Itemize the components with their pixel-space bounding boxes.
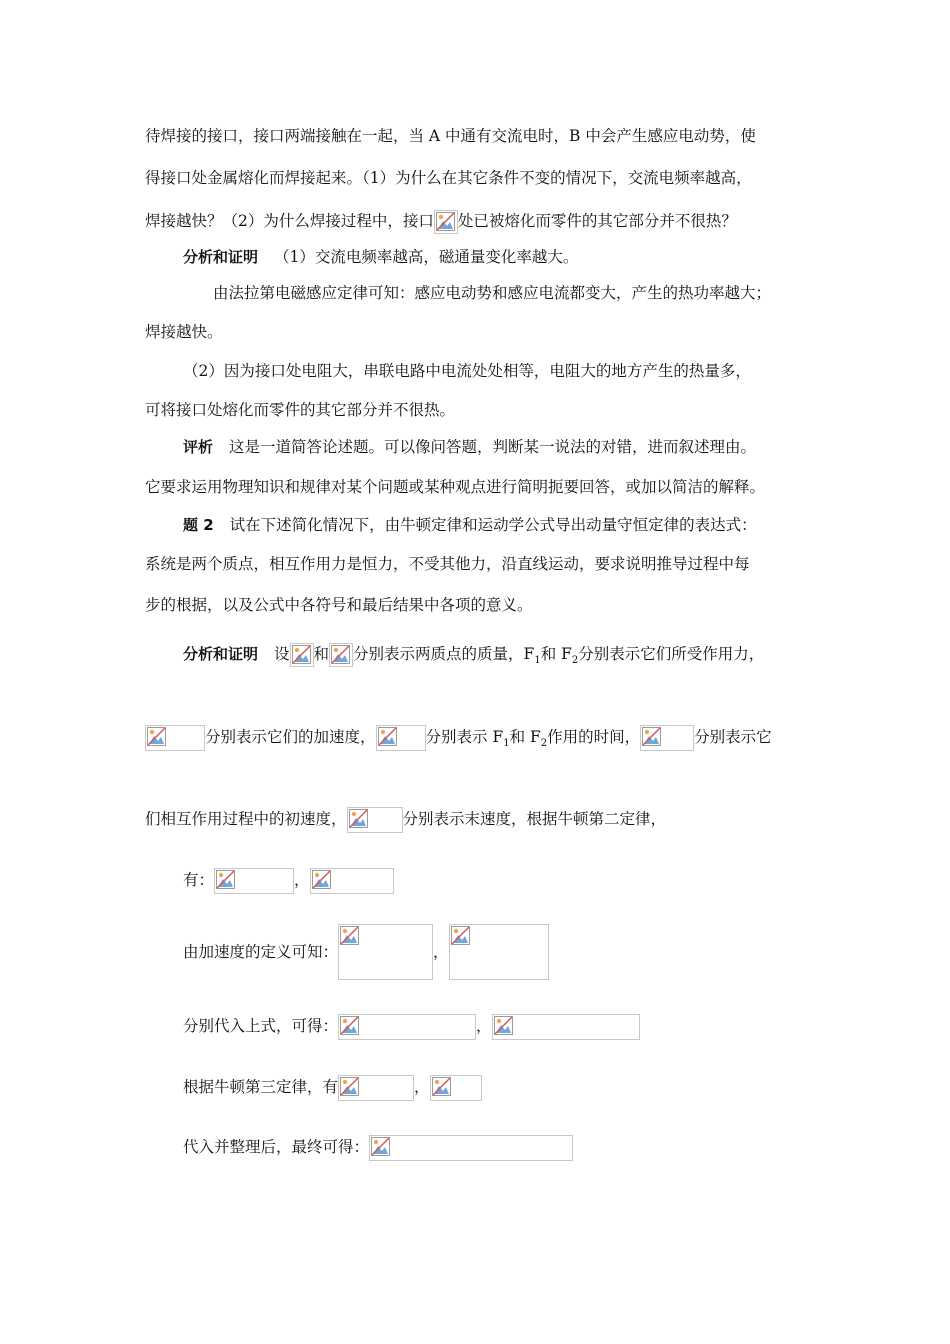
formula-image-third1 (338, 1075, 414, 1101)
formula-image-v0 (640, 725, 694, 751)
broken-image-icon (434, 210, 458, 234)
question-2-line: 题 2 试在下述简化情况下，由牛顿定律和运动学公式导出动量守恒定律的表达式： (183, 516, 757, 534)
formula-image-t (376, 725, 426, 751)
text-line-3: 焊接越快？（2）为什么焊接过程中，接口 处已被熔化而零件的其它部分并不很热？ (145, 210, 737, 234)
formula-image-m1 (290, 643, 314, 667)
formula-image-a1-def (338, 924, 433, 980)
substitution-line: 分别代入上式，可得： ， (183, 1014, 640, 1040)
acceleration-line: 分别表示它们的加速度， 分别表示 $F_1$和 $F_2$作用的时间， 分别表示它 (145, 725, 772, 754)
text-line-2: 得接口处金属熔化而焊接起来。（1）为什么在其它条件不变的情况下，交流电频率越高， (145, 169, 752, 187)
part2-line: （2）因为接口处电阻大，串联电路中电流处处相等，电阻大的地方产生的热量多， (183, 362, 751, 380)
analysis-label: 分析和证明 (183, 248, 259, 266)
formula-image-third2 (430, 1075, 482, 1101)
comment-label: 评析 (183, 438, 214, 456)
formula-image-a2-def (449, 924, 549, 980)
accel-definition-line: 由加速度的定义可知： ， (183, 924, 549, 980)
faraday-line: 由法拉第电磁感应定律可知：感应电动势和感应电流都变大，产生的热功率越大； (213, 284, 772, 302)
formula-image-v (347, 807, 403, 833)
comment-line: 评析 这是一道简答论述题。可以像问答题，判断某一说法的对错，进而叙述理由。 (183, 438, 757, 456)
formula-image-sub2 (492, 1014, 640, 1040)
question-2-label: 题 2 (183, 516, 214, 534)
formula-image-f1 (214, 868, 294, 894)
question-2-line-c: 步的根据，以及公式中各符号和最后结果中各项的意义。 (145, 596, 533, 614)
question-2-line-b: 系统是两个质点，相互作用力是恒力，不受其他力，沿直线运动，要求说明推导过程中每 (145, 555, 750, 573)
final-result-line: 代入并整理后，最终可得： (183, 1135, 573, 1161)
analysis-2-label: 分析和证明 (183, 645, 259, 663)
formula-image-sub1 (338, 1014, 476, 1040)
analysis-2-line: 分析和证明 设 和 分别表示两质点的质量，$F_1$和 $F_2$分别表示它们所受作用力， (183, 645, 765, 667)
comment-line-2: 它要求运用物理知识和规律对某个问题或某种观点进行简明扼要回答，或加以简洁的解释。 (145, 478, 766, 496)
initial-velocity-line: 们相互作用过程中的初速度， 分别表示末速度，根据牛顿第二定律， (145, 807, 666, 833)
newton-third-line: 根据牛顿第三定律，有 ， (183, 1075, 482, 1101)
formula-image-final (369, 1135, 573, 1161)
formula-image-m2 (329, 643, 353, 667)
formula-image-f2 (310, 868, 394, 894)
faster-line: 焊接越快。 (145, 323, 223, 341)
analysis-1-line: 分析和证明 （1）交流电频率越高，磁通量变化率越大。 (183, 248, 579, 266)
newton-second-line: 有： ， (183, 868, 394, 894)
formula-image-a (145, 725, 205, 751)
part2-line-b: 可将接口处熔化而零件的其它部分并不很热。 (145, 401, 456, 419)
text-line-1: 待焊接的接口，接口两端接触在一起，当 A 中通有交流电时，B 中会产生感应电动势，使 (145, 127, 756, 145)
